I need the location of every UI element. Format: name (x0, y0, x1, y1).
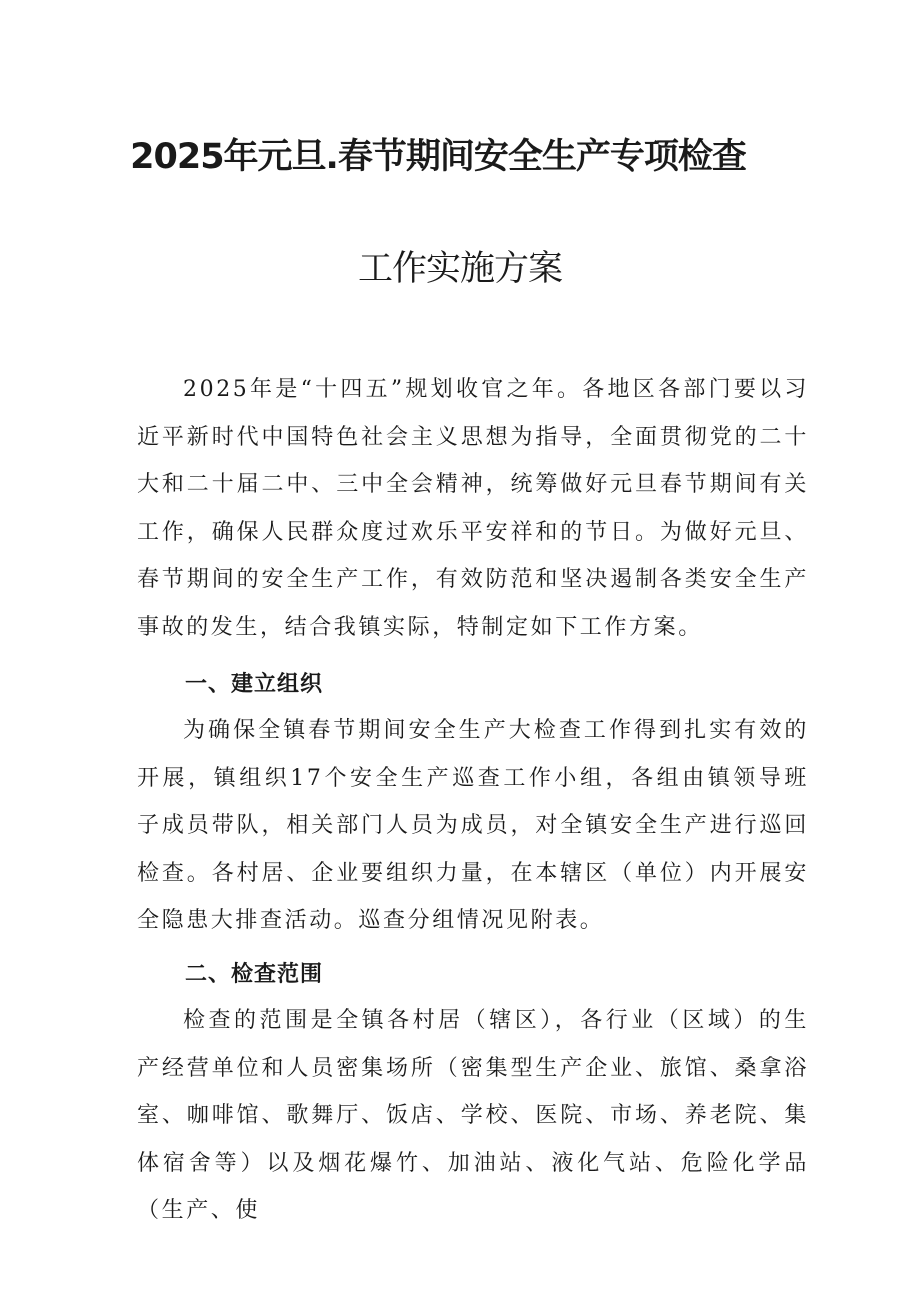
section-heading-organization: 一、建立组织 (185, 672, 324, 697)
intro-paragraph: 2025年是“十四五”规划收官之年。各地区各部门要以习近平新时代中国特色社会主义思想为指导，全面贯彻党的二十大和二十届二中、三中全会精神，统筹做好元旦春节期间有关工作，确保人民群众度过欢乐平安祥和的节日。为做好元旦、春节期间的安全生产工作，有效防范和坚决遏制各类安全生产事故的发生，结合我镇实际，特制定如下工作方案。 (137, 377, 809, 640)
document-title-line-2: 工作实施方案 (357, 249, 562, 289)
section-heading-scope: 二、检查范围 (185, 962, 324, 987)
section-body-scope: 检查的范围是全镇各村居（辖区），各行业（区域）的生产经营单位和人员密集场所（密集型生产企业、旅馆、桑拿浴室、咖啡馆、歌舞厅、饭店、学校、医院、市场、养老院、集体宿舍等）以及烟花爆竹、加油站、液化气站、危险化学品（生产、使 (137, 1008, 809, 1223)
section-body-organization: 为确保全镇春节期间安全生产大检查工作得到扎实有效的开展，镇组织17个安全生产巡查工作小组，各组由镇领导班子成员带队，相关部门人员为成员，对全镇安全生产进行巡回检查。各村居、企业要组织力量，在本辖区（单位）内开展安全隐患大排查活动。巡查分组情况见附表。 (137, 718, 809, 933)
document-title-line-1: 2025年元旦.春节期间安全生产专项检查 (130, 137, 746, 177)
